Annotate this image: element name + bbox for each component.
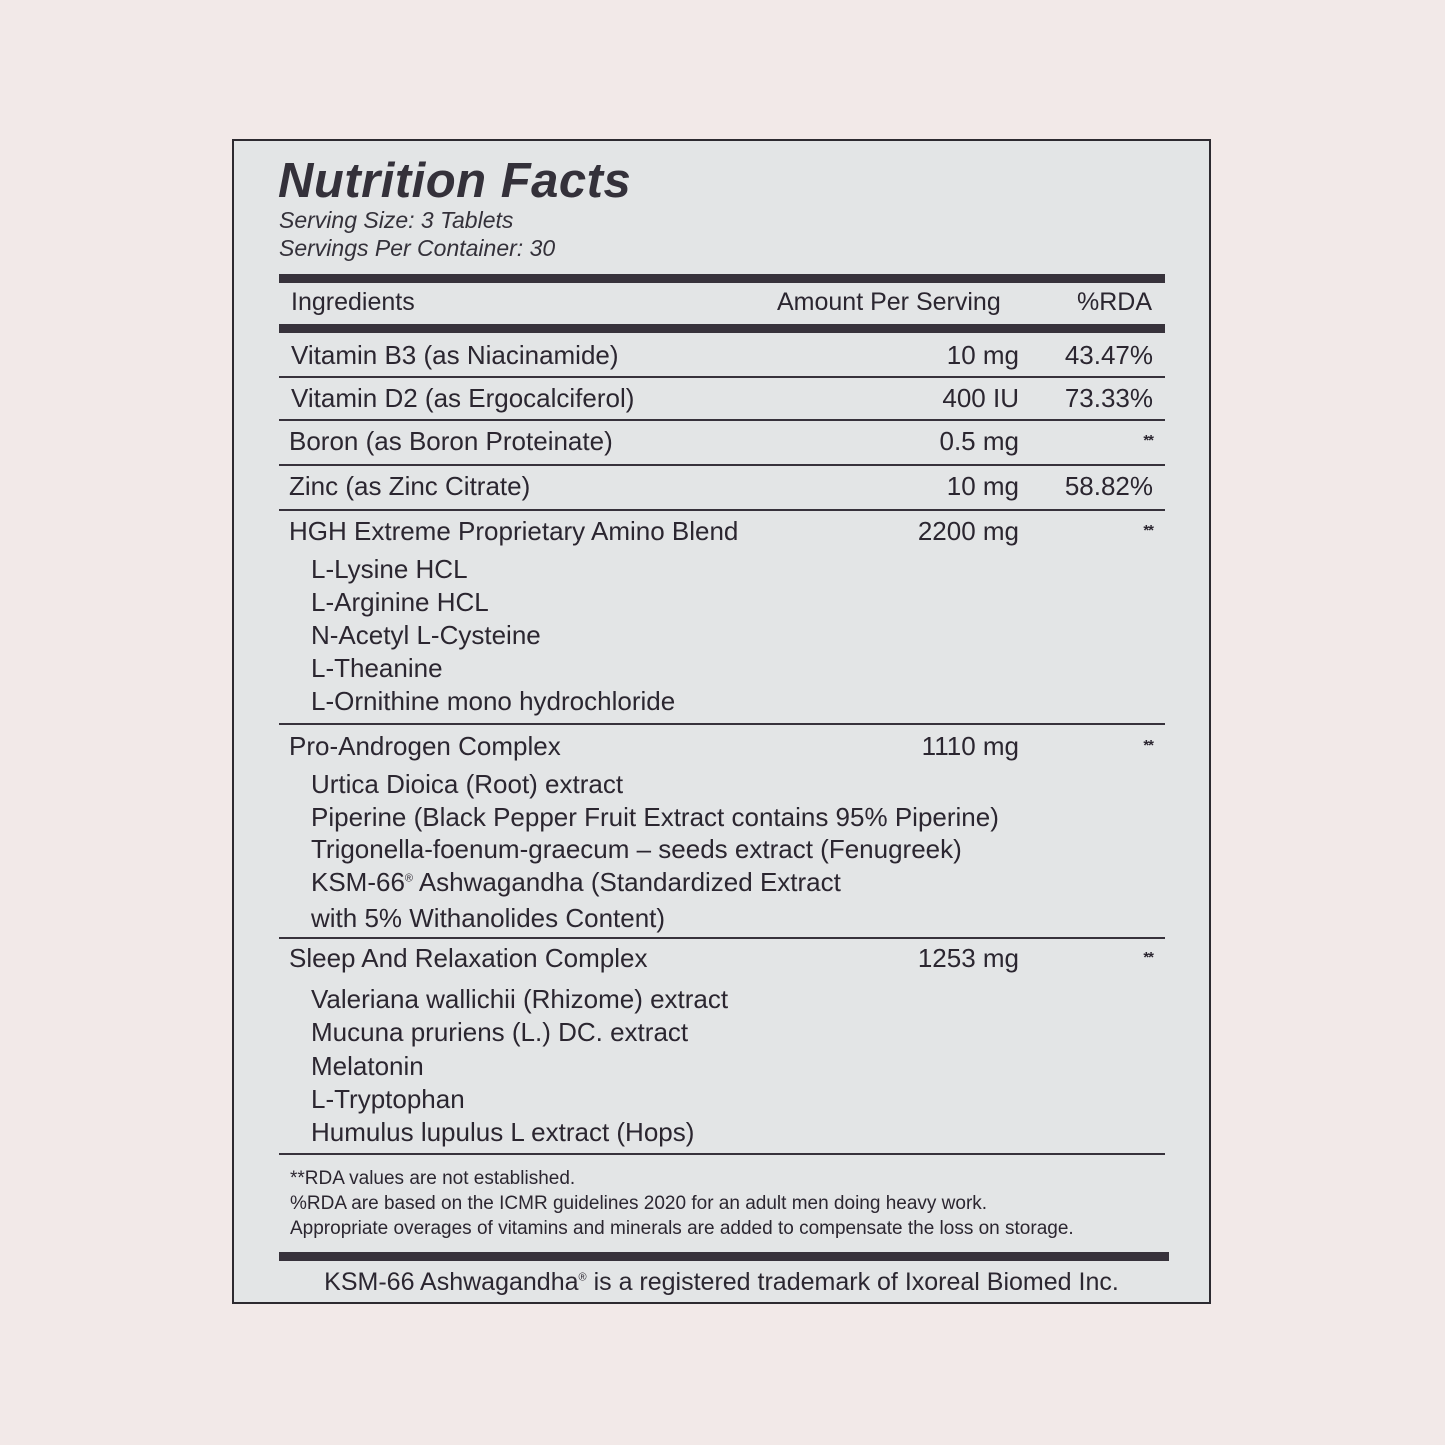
trademark-text: is a registered trademark of Ixoreal Biomed Inc. xyxy=(586,1268,1119,1296)
row-divider xyxy=(279,509,1165,511)
trademark-notice xyxy=(234,1268,1209,1297)
blend-item: Piperine (Black Pepper Fruit Extract contains 95% Piperine) xyxy=(311,802,999,832)
nutrition-facts-panel xyxy=(232,139,1211,1304)
ingredient-amount: 10 mg xyxy=(946,340,1019,370)
row-divider xyxy=(279,376,1165,378)
blend-item-ksm66 xyxy=(311,867,841,898)
blend-item: L-Ornithine mono hydrochloride xyxy=(311,686,676,716)
row-divider xyxy=(279,464,1165,466)
blend-item: L-Tryptophan xyxy=(311,1084,465,1114)
servings-per-container: Servings Per Container: 30 xyxy=(279,235,556,261)
blend-item: L-Arginine HCL xyxy=(311,587,489,617)
blend-item: L-Lysine HCL xyxy=(311,554,468,584)
ingredient-rda: 43.47% xyxy=(1064,340,1153,370)
row-divider xyxy=(279,1153,1165,1155)
blend-item-ksm66-name: KSM-66 xyxy=(311,867,405,897)
header-rda: %RDA xyxy=(1077,288,1153,316)
footer-rule xyxy=(279,1252,1169,1261)
ingredient-amount: 400 IU xyxy=(942,383,1019,413)
rda-not-established-marker: ** xyxy=(1143,949,1153,966)
blend-item: Humulus lupulus L extract (Hops) xyxy=(311,1117,695,1147)
registered-mark: ® xyxy=(404,872,414,885)
ingredient-amount: 10 mg xyxy=(946,471,1019,501)
blend-name: Sleep And Relaxation Complex xyxy=(289,943,648,973)
ingredient-name: Zinc (as Zinc Citrate) xyxy=(289,471,531,501)
ingredient-rda: 58.82% xyxy=(1064,471,1153,501)
registered-mark: ® xyxy=(578,1271,587,1284)
blend-item: Trigonella-foenum-graecum – seeds extract (Fenugreek) xyxy=(311,834,962,864)
blend-name: Pro-Androgen Complex xyxy=(289,731,561,761)
header-bottom-rule xyxy=(279,324,1165,333)
blend-amount: 2200 mg xyxy=(917,516,1019,546)
blend-item-ksm66-desc: Ashwagandha (Standardized Extract xyxy=(413,867,841,897)
blend-item: Melatonin xyxy=(311,1051,424,1081)
footnote: **RDA values are not established. xyxy=(290,1168,576,1189)
rda-not-established-marker: ** xyxy=(1143,432,1153,449)
ingredient-name: Boron (as Boron Proteinate) xyxy=(289,426,613,456)
trademark-brand: KSM-66 Ashwagandha xyxy=(324,1268,579,1296)
header-ingredients: Ingredients xyxy=(291,288,415,316)
blend-item: N-Acetyl L-Cysteine xyxy=(311,620,541,650)
row-divider xyxy=(279,419,1165,421)
row-divider xyxy=(279,937,1165,939)
header-top-rule xyxy=(279,274,1165,283)
blend-item: Urtica Dioica (Root) extract xyxy=(311,769,624,799)
blend-amount: 1253 mg xyxy=(917,943,1019,973)
ingredient-rda: 73.33% xyxy=(1064,383,1153,413)
blend-item: with 5% Withanolides Content) xyxy=(311,903,666,933)
footnote: %RDA are based on the ICMR guidelines 2020 for an adult men doing heavy work. xyxy=(290,1193,988,1214)
panel-title: Nutrition Facts xyxy=(278,154,632,208)
ingredient-name: Vitamin B3 (as Niacinamide) xyxy=(291,340,619,370)
blend-item: Valeriana wallichii (Rhizome) extract xyxy=(311,984,729,1014)
blend-amount: 1110 mg xyxy=(921,731,1019,761)
blend-item: L-Theanine xyxy=(311,653,443,683)
rda-not-established-marker: ** xyxy=(1143,737,1153,754)
ingredient-name: Vitamin D2 (as Ergocalciferol) xyxy=(291,383,635,413)
blend-item: Mucuna pruriens (L.) DC. extract xyxy=(311,1017,689,1047)
footnote: Appropriate overages of vitamins and minerals are added to compensate the loss on storage. xyxy=(290,1218,1074,1239)
header-amount: Amount Per Serving xyxy=(777,288,1001,316)
row-divider xyxy=(279,723,1165,725)
rda-not-established-marker: ** xyxy=(1143,522,1153,539)
blend-name: HGH Extreme Proprietary Amino Blend xyxy=(289,516,739,546)
serving-size: Serving Size: 3 Tablets xyxy=(279,207,514,233)
ingredient-amount: 0.5 mg xyxy=(939,426,1019,456)
